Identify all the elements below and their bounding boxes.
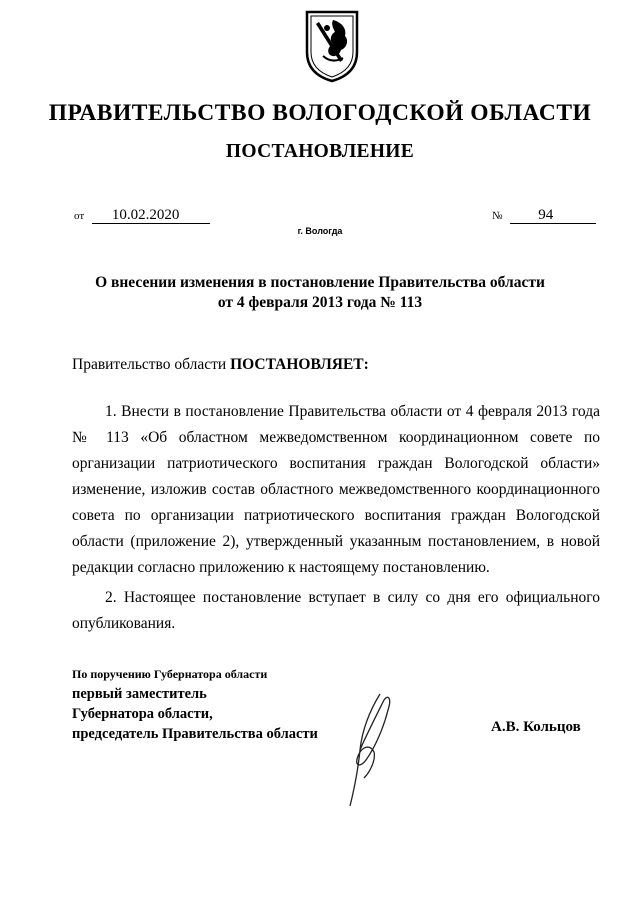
signatory-line-2: первый заместитель <box>72 686 207 702</box>
subject-line-1: О внесении изменения в постановление Правительства области <box>95 274 545 291</box>
preamble <box>72 356 369 374</box>
signatory-line-3: Губернатора области, <box>72 706 213 722</box>
government-title: ПРАВИТЕЛЬСТВО ВОЛОГОДСКОЙ ОБЛАСТИ <box>48 100 592 126</box>
document-number: 94 <box>510 208 596 224</box>
document-body <box>72 399 600 641</box>
document-type: ПОСТАНОВЛЕНИЕ <box>225 141 415 162</box>
preamble-text: Правительство области <box>72 356 231 373</box>
subject-line-2: от 4 февраля 2013 года № 113 <box>217 294 423 311</box>
paragraph-2: 2. Настоящее постановление вступает в силу со дня его официального опубликования. <box>72 589 600 632</box>
handwritten-signature <box>340 690 400 810</box>
signatory-block <box>72 664 318 744</box>
document-subject <box>60 273 580 313</box>
document-date: 10.02.2020 <box>92 208 210 224</box>
number-prefix: № <box>492 210 503 222</box>
signatory-name: А.В. Кольцов <box>491 719 581 735</box>
preamble-decree: ПОСТАНОВЛЯЕТ: <box>230 356 369 373</box>
signatory-line-4: председатель Правительства области <box>72 726 318 742</box>
coat-of-arms-emblem <box>303 8 361 84</box>
date-field <box>74 207 210 224</box>
signatory-line-1: По поручению Губернатора области <box>72 667 268 681</box>
paragraph-1: 1. Внести в постановление Правительства области от 4 февраля 2013 года № 113 «Об областном межведомственном координационном совете по организации патриотического воспитания граждан Вологодской области» изменение, изложив состав областного межведомственного координационного совета по организации патриотического воспитания граждан Вологодской области (приложение 2), утвержденный указанным постановлением, в новой редакции согласно приложению к настоящему постановлению. <box>72 403 600 576</box>
date-prefix: от <box>74 210 85 222</box>
city: г. Вологда <box>297 226 343 236</box>
number-field <box>492 207 596 224</box>
